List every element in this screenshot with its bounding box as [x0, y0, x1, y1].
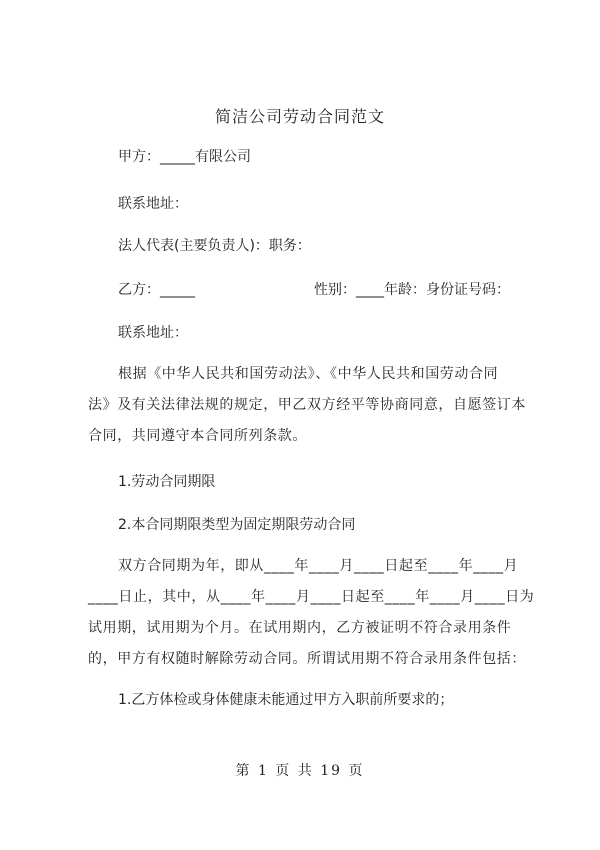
- intro-paragraph-row: 合同，共同遵守本合同所列条款。: [88, 428, 307, 444]
- term-paragraph: [88, 551, 535, 675]
- party-b-line: 乙方：_____: [118, 282, 195, 298]
- intro-paragraph: [88, 359, 526, 452]
- intro-paragraph-row: 根据《中华人民共和国劳动法》、《中华人民共和国劳动合同: [118, 366, 499, 382]
- section-heading-1: 1.劳动合同期限: [118, 474, 216, 490]
- section-heading-2: 2.本合同期限类型为固定期限劳动合同: [118, 517, 356, 533]
- term-paragraph-row: 双方合同期为年，即从____年____月____日起至____年____月: [118, 558, 519, 574]
- intro-paragraph-row: 法》及有关法律法规的规定，甲乙双方经平等协商同意，自愿签订本: [88, 397, 526, 413]
- contact-address-line-1: 联系地址：: [118, 196, 188, 212]
- term-paragraph-row: ____日止，其中，从____年____月____日起至____年____月____日为: [88, 589, 535, 605]
- term-paragraph-row: 试用期，试用期为个月。在试用期内，乙方被证明不符合录用条件: [88, 620, 512, 636]
- term-paragraph-row: 的，甲方有权随时解除劳动合同。所谓试用期不符合录用条件包括：: [88, 651, 526, 667]
- page-indicator: 第 1 页 共 19 页: [235, 763, 365, 779]
- legal-representative-line: 法人代表(主要负责人)：职务：: [118, 238, 311, 254]
- party-a-line: 甲方：_____有限公司: [118, 149, 251, 165]
- gender-age-id-line: 性别：____年龄：身份证号码：: [314, 282, 510, 298]
- contact-address-line-2: 联系地址：: [118, 325, 188, 341]
- document-title: 简洁公司劳动合同范文: [214, 107, 385, 126]
- list-item-1: 1.乙方体检或身体健康未能通过甲方入职前所要求的；: [118, 692, 454, 708]
